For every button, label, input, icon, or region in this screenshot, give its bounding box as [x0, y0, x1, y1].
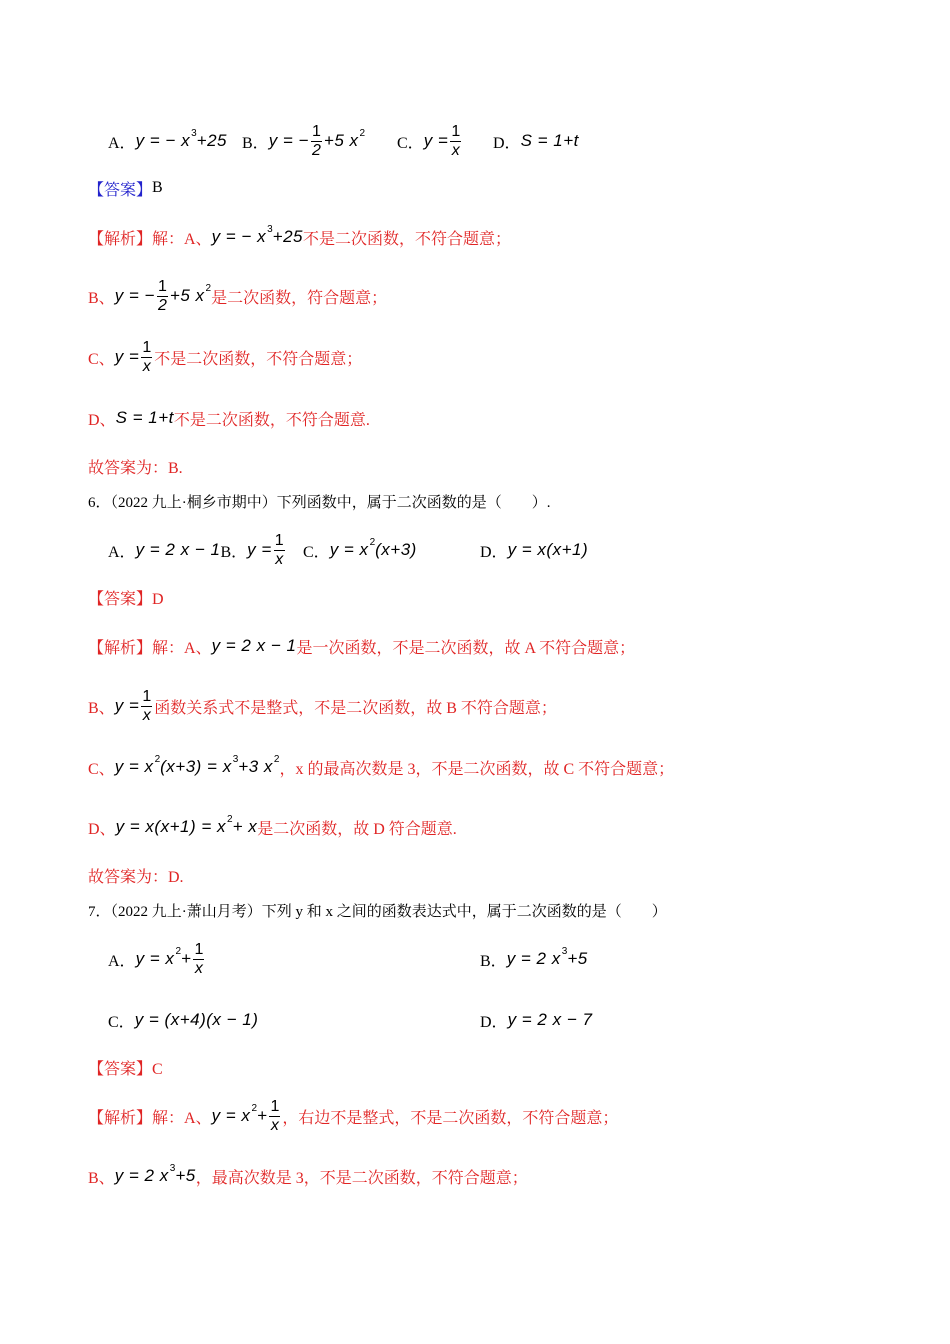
math-expression: +25 — [272, 227, 303, 246]
q6-conclusion — [88, 855, 184, 895]
math-expression: (x+3) — [375, 540, 417, 559]
q6-analysis-a — [88, 626, 635, 666]
fraction-numerator: 1 — [142, 338, 152, 356]
exponent: 2 — [205, 282, 212, 294]
math-expression: y = x(x+1) = x — [115, 817, 227, 836]
text-segment: D、 — [88, 820, 116, 838]
q5-option-a — [108, 121, 227, 161]
math-expression: y = 2 x − 7 — [507, 1010, 593, 1029]
q6-question — [88, 481, 551, 521]
fraction-denominator: x — [142, 706, 151, 724]
math-expression: +5 — [567, 949, 588, 968]
text-segment: 7．（2022 九上·萧山月考）下列 y 和 x 之间的函数表达式中，属于二次函数的是（ ） — [88, 903, 667, 920]
math-expression: + — [181, 949, 192, 968]
math-expression: y = 2 x − 1 — [211, 636, 297, 655]
q5-option-c — [397, 121, 463, 161]
text-segment: B． — [480, 952, 507, 970]
q6-analysis-d — [88, 807, 457, 847]
fraction-denominator: x — [451, 141, 460, 159]
text-segment: 函数关系式不是整式，不是二次函数，故 B 不符合题意； — [154, 699, 557, 717]
fraction-denominator: x — [142, 357, 151, 375]
text-segment: ，右边不是整式，不是二次函数，不符合题意； — [282, 1109, 619, 1127]
math-expression: +3 x — [238, 757, 273, 776]
text-segment: B — [152, 179, 163, 196]
q5-answer — [88, 168, 163, 208]
fraction-numerator: 1 — [158, 277, 167, 295]
q7-option-c — [108, 1000, 258, 1040]
q5-option-d — [493, 121, 579, 161]
fraction — [269, 1098, 280, 1135]
math-expression: y = — [114, 347, 140, 366]
math-expression: y = x — [329, 540, 369, 559]
math-expression: y = 2 x — [506, 949, 561, 968]
math-expression: S = 1+t — [520, 131, 579, 150]
q6-analysis-b — [88, 686, 557, 726]
text-segment: 【解析】解：A、 — [88, 1109, 212, 1127]
q6-options-ab — [108, 530, 287, 570]
fraction — [193, 941, 204, 978]
q5-analysis-c — [88, 337, 362, 377]
exponent: 2 — [251, 1102, 257, 1114]
text-segment: 是二次函数，故 D 符合题意. — [257, 820, 457, 838]
text-segment: A． — [108, 543, 136, 561]
text-segment: 不是二次函数，不符合题意； — [303, 230, 512, 248]
fraction-denominator: x — [194, 959, 203, 977]
q7-option-d — [480, 1000, 592, 1040]
text-segment: ，x 的最高次数是 3，不是二次函数，故 C 不符合题意； — [279, 760, 675, 778]
fraction-numerator: 1 — [270, 1097, 280, 1115]
math-expression: +5 — [175, 1166, 196, 1185]
q5-analysis-b — [88, 276, 387, 316]
q7-answer — [88, 1047, 163, 1087]
q7-analysis-b — [88, 1156, 528, 1196]
math-expression: +5 x — [169, 286, 205, 305]
math-expression: y = x(x+1) — [507, 540, 589, 559]
math-expression: y = 2 x − 1 — [135, 540, 221, 559]
math-expression: +5 x — [323, 131, 359, 150]
text-segment: B、 — [88, 1169, 115, 1187]
fraction — [157, 278, 168, 315]
math-expression: y = x — [211, 1106, 251, 1125]
math-expression: S = 1+t — [115, 408, 174, 427]
q6-answer — [88, 577, 164, 617]
math-expression: y = − x — [211, 227, 267, 246]
fraction-denominator: 2 — [312, 141, 321, 159]
text-segment: 故答案为：D. — [88, 868, 184, 886]
fraction-numerator: 1 — [312, 122, 321, 140]
text-segment: 【答案】D — [88, 590, 164, 608]
fraction — [311, 123, 322, 160]
text-segment: D． — [493, 134, 521, 152]
math-expression: y = − — [114, 286, 155, 305]
q6-option-d — [480, 530, 588, 570]
q6-option-c — [303, 530, 417, 570]
text-segment: D． — [480, 1013, 508, 1031]
math-expression: +25 — [196, 131, 227, 150]
q5-option-b — [242, 121, 365, 161]
text-segment: 【解析】解：A、 — [88, 639, 212, 657]
exponent: 2 — [227, 813, 233, 825]
text-segment: ，最高次数是 3，不是二次函数，不符合题意； — [195, 1169, 528, 1187]
text-segment: B． — [220, 543, 248, 561]
text-segment: 是一次函数，不是二次函数，故 A 不符合题意； — [296, 639, 636, 657]
exponent: 2 — [154, 753, 161, 765]
text-segment: B． — [242, 134, 269, 152]
fraction-denominator: x — [270, 1116, 279, 1134]
q5-analysis-a — [88, 217, 511, 257]
fraction-denominator: x — [275, 550, 284, 568]
text-segment: B、 — [88, 699, 115, 717]
exponent: 3 — [232, 753, 239, 765]
exponent: 3 — [169, 1162, 176, 1174]
math-expression: y = x — [114, 757, 154, 776]
q5-analysis-d — [88, 398, 370, 438]
math-expression: + — [257, 1106, 268, 1125]
exponent: 2 — [175, 945, 181, 957]
math-expression: y = x — [135, 949, 175, 968]
fraction-denominator: 2 — [158, 296, 167, 314]
text-segment: 故答案为：B. — [88, 459, 183, 477]
text-segment: 不是二次函数，不符合题意； — [154, 350, 363, 368]
exponent: 2 — [369, 536, 376, 548]
exponent: 2 — [273, 753, 280, 765]
text-segment: B、 — [88, 289, 115, 307]
text-segment: A． — [108, 952, 136, 970]
q5-conclusion — [88, 446, 183, 486]
fraction — [450, 123, 461, 160]
math-expression: y = — [114, 696, 140, 715]
fraction-numerator: 1 — [194, 940, 204, 958]
text-segment: C、 — [88, 760, 115, 778]
math-expression: y = — [423, 131, 449, 150]
math-expression: y = − — [268, 131, 309, 150]
text-segment: 6．（2022 九上·桐乡市期中）下列函数中，属于二次函数的是（ ）. — [88, 494, 551, 511]
text-segment: 不是二次函数，不符合题意. — [173, 411, 370, 429]
text-segment: C． — [303, 543, 330, 561]
math-expression: y = 2 x — [114, 1166, 169, 1185]
fraction-numerator: 1 — [274, 531, 284, 549]
math-expression: + x — [232, 817, 258, 836]
text-segment: D、 — [88, 411, 116, 429]
math-expression: y = − x — [135, 131, 191, 150]
text-segment: 【答案】C — [88, 1060, 163, 1078]
fraction — [274, 532, 285, 569]
q7-analysis-a — [88, 1096, 618, 1136]
text-segment: 【答案】 — [88, 181, 153, 199]
fraction — [141, 688, 152, 725]
exponent: 3 — [267, 223, 273, 235]
text-segment: C、 — [88, 350, 115, 368]
q7-option-a — [108, 939, 206, 979]
text-segment: C． — [108, 1013, 135, 1031]
text-segment: 是二次函数，符合题意； — [211, 289, 388, 307]
exponent: 2 — [359, 127, 366, 139]
text-segment: 【解析】解：A、 — [88, 230, 212, 248]
exponent: 3 — [191, 127, 197, 139]
text-segment: A． — [108, 134, 136, 152]
q7-option-b — [480, 939, 588, 979]
math-expression: (x+3) = x — [160, 757, 232, 776]
math-expression: y = — [247, 540, 272, 559]
exponent: 3 — [561, 945, 568, 957]
fraction-numerator: 1 — [142, 687, 152, 705]
fraction-numerator: 1 — [451, 122, 461, 140]
fraction — [141, 339, 152, 376]
q6-analysis-c — [88, 747, 674, 787]
math-expression: y = (x+4)(x − 1) — [134, 1010, 259, 1029]
text-segment: C． — [397, 134, 424, 152]
text-segment: D． — [480, 543, 508, 561]
q7-question — [88, 890, 667, 930]
